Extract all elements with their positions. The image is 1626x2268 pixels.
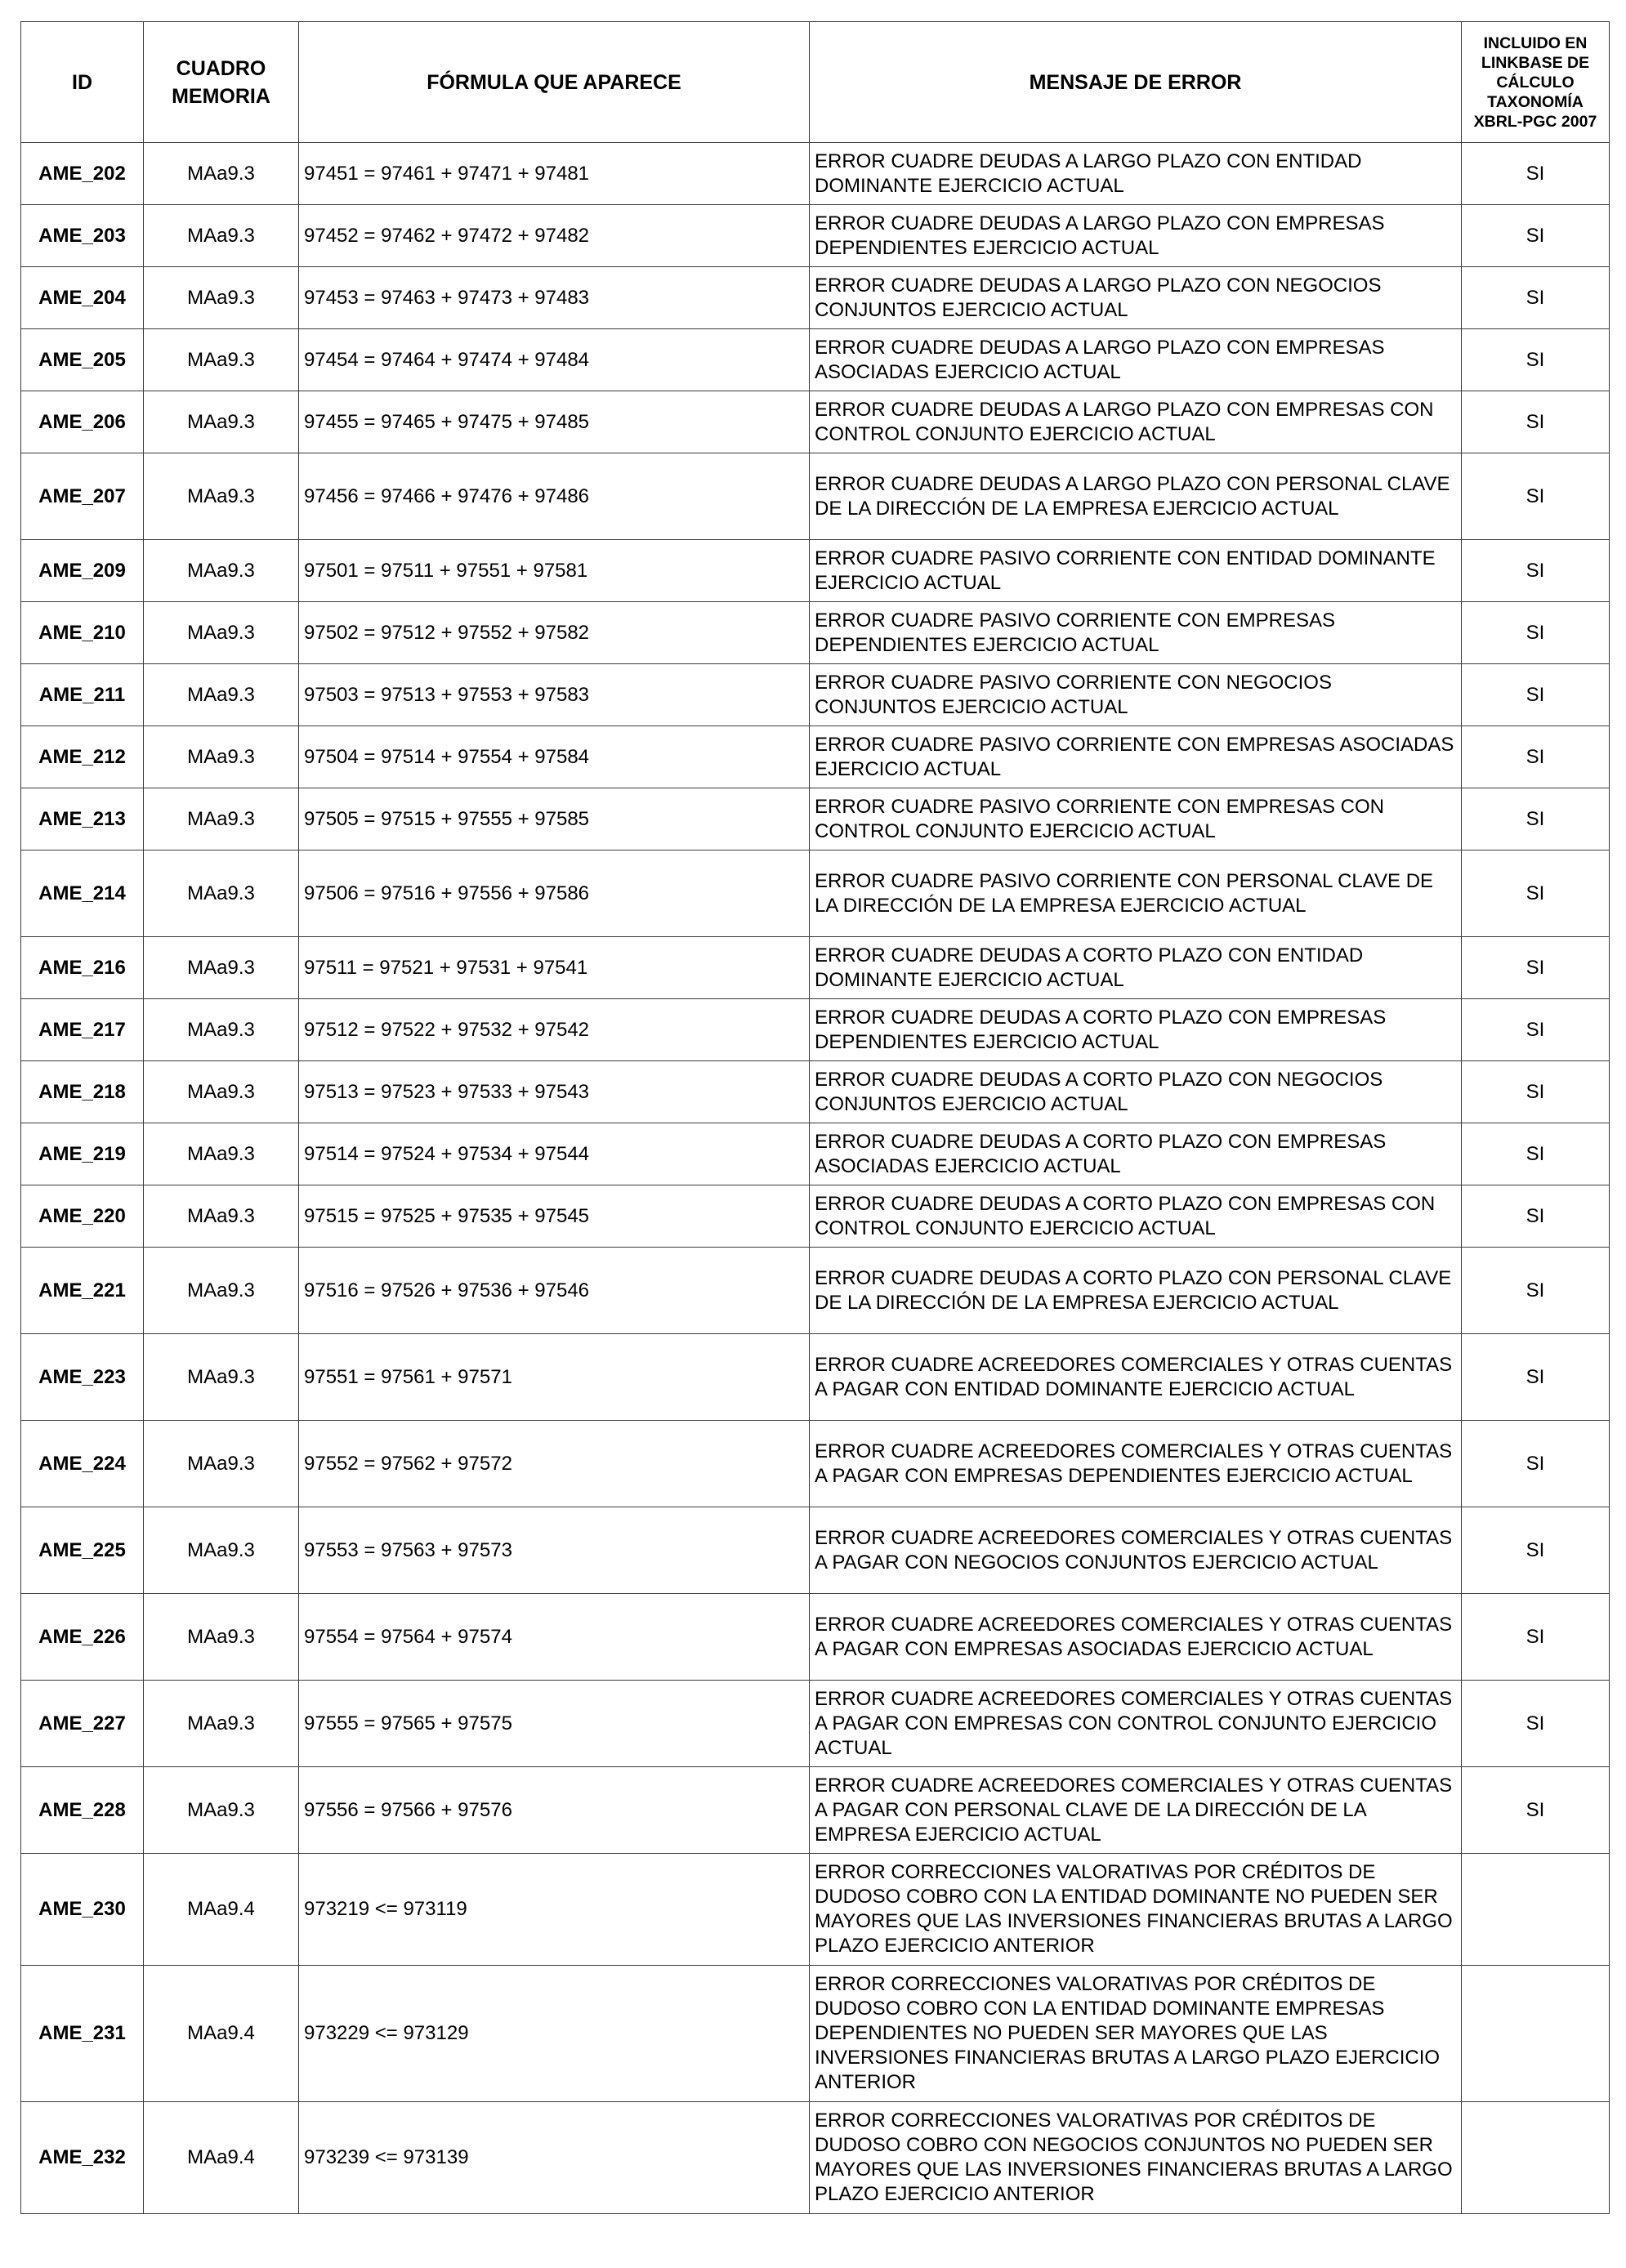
cell-formula: 97514 = 97524 + 97534 + 97544 (299, 1123, 810, 1185)
cell-id: AME_211 (21, 664, 144, 726)
table-row (21, 391, 1610, 453)
cell-cuadro-memoria: MAa9.3 (144, 1767, 299, 1854)
table-header-row (21, 22, 1610, 143)
cell-cuadro-memoria: MAa9.3 (144, 329, 299, 391)
table-row (21, 1966, 1610, 2102)
validation-rules-table (20, 21, 1610, 2214)
table-row (21, 453, 1610, 540)
cell-incluido: SI (1462, 937, 1610, 999)
cell-incluido: SI (1462, 1507, 1610, 1594)
table-row (21, 1854, 1610, 1966)
cell-mensaje-error: ERROR CORRECCIONES VALORATIVAS POR CRÉDITOS DE DUDOSO COBRO CON LA ENTIDAD DOMINANTE EMPRESAS DEPENDIENTES NO PUEDEN SER MAYORES QUE LAS INVERSIONES FINANCIERAS BRUTAS A LARGO PLAZO EJERCICIO ANTERIOR (810, 1966, 1462, 2102)
table-row (21, 267, 1610, 329)
table-row (21, 788, 1610, 850)
cell-mensaje-error: ERROR CUADRE DEUDAS A CORTO PLAZO CON ENTIDAD DOMINANTE EJERCICIO ACTUAL (810, 937, 1462, 999)
cell-mensaje-error: ERROR CUADRE PASIVO CORRIENTE CON EMPRESAS DEPENDIENTES EJERCICIO ACTUAL (810, 602, 1462, 664)
cell-formula: 97452 = 97462 + 97472 + 97482 (299, 205, 810, 267)
cell-mensaje-error: ERROR CUADRE ACREEDORES COMERCIALES Y OTRAS CUENTAS A PAGAR CON PERSONAL CLAVE DE LA DIRECCIÓN DE LA EMPRESA EJERCICIO ACTUAL (810, 1767, 1462, 1854)
header-id: ID (21, 22, 144, 143)
cell-id: AME_227 (21, 1681, 144, 1767)
table-row (21, 1594, 1610, 1681)
cell-cuadro-memoria: MAa9.3 (144, 1123, 299, 1185)
cell-id: AME_214 (21, 850, 144, 937)
cell-cuadro-memoria: MAa9.3 (144, 540, 299, 602)
cell-cuadro-memoria: MAa9.3 (144, 726, 299, 788)
table-row (21, 602, 1610, 664)
cell-cuadro-memoria: MAa9.3 (144, 1681, 299, 1767)
cell-id: AME_219 (21, 1123, 144, 1185)
cell-id: AME_213 (21, 788, 144, 850)
table-row (21, 1123, 1610, 1185)
cell-cuadro-memoria: MAa9.3 (144, 1061, 299, 1123)
cell-formula: 97511 = 97521 + 97531 + 97541 (299, 937, 810, 999)
cell-cuadro-memoria: MAa9.3 (144, 937, 299, 999)
table-row (21, 329, 1610, 391)
cell-cuadro-memoria: MAa9.3 (144, 850, 299, 937)
table-row (21, 1421, 1610, 1507)
table-row (21, 664, 1610, 726)
cell-id: AME_204 (21, 267, 144, 329)
cell-mensaje-error: ERROR CUADRE DEUDAS A LARGO PLAZO CON EMPRESAS ASOCIADAS EJERCICIO ACTUAL (810, 329, 1462, 391)
cell-cuadro-memoria: MAa9.3 (144, 1248, 299, 1334)
header-cuadro-memoria: CUADRO MEMORIA (144, 22, 299, 143)
cell-id: AME_226 (21, 1594, 144, 1681)
table-row (21, 937, 1610, 999)
cell-cuadro-memoria: MAa9.4 (144, 1854, 299, 1966)
table-row (21, 1507, 1610, 1594)
table-row (21, 1767, 1610, 1854)
cell-mensaje-error: ERROR CORRECCIONES VALORATIVAS POR CRÉDITOS DE DUDOSO COBRO CON LA ENTIDAD DOMINANTE NO PUEDEN SER MAYORES QUE LAS INVERSIONES FINANCIERAS BRUTAS A LARGO PLAZO EJERCICIO ANTERIOR (810, 1854, 1462, 1966)
cell-id: AME_232 (21, 2102, 144, 2214)
table-row (21, 1681, 1610, 1767)
cell-incluido: SI (1462, 726, 1610, 788)
header-mensaje-error: MENSAJE DE ERROR (810, 22, 1462, 143)
cell-id: AME_212 (21, 726, 144, 788)
cell-mensaje-error: ERROR CUADRE ACREEDORES COMERCIALES Y OTRAS CUENTAS A PAGAR CON EMPRESAS ASOCIADAS EJERCICIO ACTUAL (810, 1594, 1462, 1681)
cell-incluido: SI (1462, 664, 1610, 726)
cell-mensaje-error: ERROR CUADRE DEUDAS A CORTO PLAZO CON EMPRESAS DEPENDIENTES EJERCICIO ACTUAL (810, 999, 1462, 1061)
cell-mensaje-error: ERROR CUADRE DEUDAS A LARGO PLAZO CON PERSONAL CLAVE DE LA DIRECCIÓN DE LA EMPRESA EJERCICIO ACTUAL (810, 453, 1462, 540)
cell-incluido: SI (1462, 391, 1610, 453)
cell-formula: 97456 = 97466 + 97476 + 97486 (299, 453, 810, 540)
validation-rules-sheet (20, 21, 1609, 2214)
cell-id: AME_216 (21, 937, 144, 999)
cell-mensaje-error: ERROR CUADRE ACREEDORES COMERCIALES Y OTRAS CUENTAS A PAGAR CON NEGOCIOS CONJUNTOS EJERCICIO ACTUAL (810, 1507, 1462, 1594)
cell-cuadro-memoria: MAa9.3 (144, 453, 299, 540)
table-row (21, 1061, 1610, 1123)
cell-mensaje-error: ERROR CUADRE PASIVO CORRIENTE CON PERSONAL CLAVE DE LA DIRECCIÓN DE LA EMPRESA EJERCICIO ACTUAL (810, 850, 1462, 937)
cell-incluido: SI (1462, 999, 1610, 1061)
cell-mensaje-error: ERROR CUADRE DEUDAS A CORTO PLAZO CON NEGOCIOS CONJUNTOS EJERCICIO ACTUAL (810, 1061, 1462, 1123)
cell-mensaje-error: ERROR CUADRE DEUDAS A LARGO PLAZO CON EMPRESAS DEPENDIENTES EJERCICIO ACTUAL (810, 205, 1462, 267)
cell-id: AME_217 (21, 999, 144, 1061)
cell-formula: 97451 = 97461 + 97471 + 97481 (299, 143, 810, 205)
table-row (21, 2102, 1610, 2214)
cell-formula: 97516 = 97526 + 97536 + 97546 (299, 1248, 810, 1334)
cell-incluido: SI (1462, 602, 1610, 664)
cell-cuadro-memoria: MAa9.4 (144, 2102, 299, 2214)
cell-formula: 97551 = 97561 + 97571 (299, 1334, 810, 1421)
cell-mensaje-error: ERROR CORRECCIONES VALORATIVAS POR CRÉDITOS DE DUDOSO COBRO CON NEGOCIOS CONJUNTOS NO PUEDEN SER MAYORES QUE LAS INVERSIONES FINANCIERAS BRUTAS A LARGO PLAZO EJERCICIO ANTERIOR (810, 2102, 1462, 2214)
cell-id: AME_205 (21, 329, 144, 391)
cell-mensaje-error: ERROR CUADRE DEUDAS A CORTO PLAZO CON EMPRESAS ASOCIADAS EJERCICIO ACTUAL (810, 1123, 1462, 1185)
header-formula: FÓRMULA QUE APARECE (299, 22, 810, 143)
cell-id: AME_218 (21, 1061, 144, 1123)
cell-incluido: SI (1462, 1594, 1610, 1681)
cell-incluido: SI (1462, 540, 1610, 602)
cell-cuadro-memoria: MAa9.3 (144, 1421, 299, 1507)
cell-id: AME_220 (21, 1185, 144, 1248)
cell-incluido: SI (1462, 1185, 1610, 1248)
cell-cuadro-memoria: MAa9.3 (144, 1507, 299, 1594)
cell-id: AME_209 (21, 540, 144, 602)
table-row (21, 1248, 1610, 1334)
table-body (21, 143, 1610, 2214)
cell-formula: 97506 = 97516 + 97556 + 97586 (299, 850, 810, 937)
cell-incluido: SI (1462, 1421, 1610, 1507)
cell-cuadro-memoria: MAa9.3 (144, 391, 299, 453)
cell-incluido: SI (1462, 329, 1610, 391)
cell-mensaje-error: ERROR CUADRE PASIVO CORRIENTE CON NEGOCIOS CONJUNTOS EJERCICIO ACTUAL (810, 664, 1462, 726)
table-row (21, 1334, 1610, 1421)
cell-formula: 97555 = 97565 + 97575 (299, 1681, 810, 1767)
cell-id: AME_203 (21, 205, 144, 267)
cell-formula: 97453 = 97463 + 97473 + 97483 (299, 267, 810, 329)
cell-id: AME_223 (21, 1334, 144, 1421)
cell-cuadro-memoria: MAa9.3 (144, 602, 299, 664)
header-incluido-linkbase: INCLUIDO EN LINKBASE DE CÁLCULO TAXONOMÍA XBRL-PGC 2007 (1462, 22, 1610, 143)
cell-formula: 97515 = 97525 + 97535 + 97545 (299, 1185, 810, 1248)
cell-formula: 973219 <= 973119 (299, 1854, 810, 1966)
cell-formula: 97502 = 97512 + 97552 + 97582 (299, 602, 810, 664)
cell-incluido: SI (1462, 267, 1610, 329)
cell-formula: 97556 = 97566 + 97576 (299, 1767, 810, 1854)
table-row (21, 850, 1610, 937)
cell-incluido: SI (1462, 1681, 1610, 1767)
cell-id: AME_230 (21, 1854, 144, 1966)
cell-id: AME_207 (21, 453, 144, 540)
table-row (21, 999, 1610, 1061)
cell-cuadro-memoria: MAa9.3 (144, 267, 299, 329)
cell-mensaje-error: ERROR CUADRE DEUDAS A CORTO PLAZO CON EMPRESAS CON CONTROL CONJUNTO EJERCICIO ACTUAL (810, 1185, 1462, 1248)
cell-incluido: SI (1462, 1123, 1610, 1185)
cell-incluido: SI (1462, 205, 1610, 267)
cell-incluido: SI (1462, 1248, 1610, 1334)
cell-formula: 973239 <= 973139 (299, 2102, 810, 2214)
cell-mensaje-error: ERROR CUADRE DEUDAS A CORTO PLAZO CON PERSONAL CLAVE DE LA DIRECCIÓN DE LA EMPRESA EJERCICIO ACTUAL (810, 1248, 1462, 1334)
cell-incluido: SI (1462, 788, 1610, 850)
cell-formula: 97455 = 97465 + 97475 + 97485 (299, 391, 810, 453)
table-row (21, 540, 1610, 602)
cell-id: AME_210 (21, 602, 144, 664)
cell-mensaje-error: ERROR CUADRE DEUDAS A LARGO PLAZO CON EMPRESAS CON CONTROL CONJUNTO EJERCICIO ACTUAL (810, 391, 1462, 453)
cell-cuadro-memoria: MAa9.3 (144, 999, 299, 1061)
cell-incluido (1462, 1966, 1610, 2102)
cell-formula: 97512 = 97522 + 97532 + 97542 (299, 999, 810, 1061)
cell-id: AME_228 (21, 1767, 144, 1854)
cell-cuadro-memoria: MAa9.3 (144, 664, 299, 726)
cell-cuadro-memoria: MAa9.3 (144, 788, 299, 850)
cell-formula: 973229 <= 973129 (299, 1966, 810, 2102)
cell-incluido: SI (1462, 850, 1610, 937)
table-row (21, 205, 1610, 267)
cell-cuadro-memoria: MAa9.3 (144, 1334, 299, 1421)
cell-mensaje-error: ERROR CUADRE ACREEDORES COMERCIALES Y OTRAS CUENTAS A PAGAR CON EMPRESAS DEPENDIENTES EJERCICIO ACTUAL (810, 1421, 1462, 1507)
cell-incluido: SI (1462, 143, 1610, 205)
cell-id: AME_224 (21, 1421, 144, 1507)
cell-incluido: SI (1462, 1767, 1610, 1854)
cell-mensaje-error: ERROR CUADRE PASIVO CORRIENTE CON EMPRESAS CON CONTROL CONJUNTO EJERCICIO ACTUAL (810, 788, 1462, 850)
cell-cuadro-memoria: MAa9.3 (144, 143, 299, 205)
cell-mensaje-error: ERROR CUADRE ACREEDORES COMERCIALES Y OTRAS CUENTAS A PAGAR CON EMPRESAS CON CONTROL CONJUNTO EJERCICIO ACTUAL (810, 1681, 1462, 1767)
cell-incluido: SI (1462, 453, 1610, 540)
cell-incluido (1462, 2102, 1610, 2214)
table-row (21, 143, 1610, 205)
cell-formula: 97503 = 97513 + 97553 + 97583 (299, 664, 810, 726)
cell-formula: 97554 = 97564 + 97574 (299, 1594, 810, 1681)
cell-incluido (1462, 1854, 1610, 1966)
cell-mensaje-error: ERROR CUADRE PASIVO CORRIENTE CON EMPRESAS ASOCIADAS EJERCICIO ACTUAL (810, 726, 1462, 788)
cell-id: AME_202 (21, 143, 144, 205)
cell-id: AME_225 (21, 1507, 144, 1594)
table-row (21, 726, 1610, 788)
cell-cuadro-memoria: MAa9.3 (144, 205, 299, 267)
cell-mensaje-error: ERROR CUADRE DEUDAS A LARGO PLAZO CON ENTIDAD DOMINANTE EJERCICIO ACTUAL (810, 143, 1462, 205)
cell-cuadro-memoria: MAa9.3 (144, 1185, 299, 1248)
cell-formula: 97504 = 97514 + 97554 + 97584 (299, 726, 810, 788)
table-row (21, 1185, 1610, 1248)
cell-incluido: SI (1462, 1334, 1610, 1421)
cell-formula: 97553 = 97563 + 97573 (299, 1507, 810, 1594)
cell-mensaje-error: ERROR CUADRE PASIVO CORRIENTE CON ENTIDAD DOMINANTE EJERCICIO ACTUAL (810, 540, 1462, 602)
cell-id: AME_206 (21, 391, 144, 453)
cell-formula: 97505 = 97515 + 97555 + 97585 (299, 788, 810, 850)
cell-cuadro-memoria: MAa9.3 (144, 1594, 299, 1681)
cell-formula: 97552 = 97562 + 97572 (299, 1421, 810, 1507)
cell-id: AME_221 (21, 1248, 144, 1334)
cell-incluido: SI (1462, 1061, 1610, 1123)
cell-mensaje-error: ERROR CUADRE DEUDAS A LARGO PLAZO CON NEGOCIOS CONJUNTOS EJERCICIO ACTUAL (810, 267, 1462, 329)
cell-mensaje-error: ERROR CUADRE ACREEDORES COMERCIALES Y OTRAS CUENTAS A PAGAR CON ENTIDAD DOMINANTE EJERCICIO ACTUAL (810, 1334, 1462, 1421)
cell-formula: 97501 = 97511 + 97551 + 97581 (299, 540, 810, 602)
cell-formula: 97454 = 97464 + 97474 + 97484 (299, 329, 810, 391)
cell-cuadro-memoria: MAa9.4 (144, 1966, 299, 2102)
cell-formula: 97513 = 97523 + 97533 + 97543 (299, 1061, 810, 1123)
cell-id: AME_231 (21, 1966, 144, 2102)
